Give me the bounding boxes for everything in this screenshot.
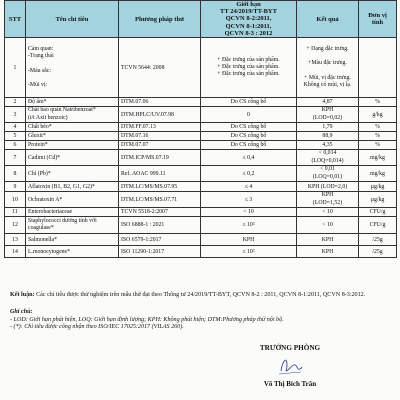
conclusion-text: Các chỉ tiêu được thử nghiệm trên mẫu thử đạt theo Thông tư 24/2019/TT-BYT, QCVN 8-2 : 2011, QCVN 8-1:2011, QCVN 8-3:2012. — [34, 292, 366, 298]
table-row — [5, 217, 397, 234]
cell-name: Cảm quan: -Trạng thái -Màu sắc: -Mùi vị: — [26, 38, 119, 98]
cell-stt: 3 — [5, 107, 26, 123]
cell-method: ISO 6579-1:2017 — [119, 234, 201, 246]
notes — [10, 309, 390, 332]
header-unit: Đơn vị tính — [359, 1, 397, 38]
header-stt: STT — [5, 1, 26, 38]
header-result: Kết quả — [297, 1, 359, 38]
table-row — [5, 107, 397, 123]
cell-result: KPH — [297, 246, 359, 258]
cell-method: Ref. AOAC 999.11 — [119, 166, 201, 182]
cell-stt: 6 — [5, 141, 26, 150]
cell-name: Độ ẩm* — [26, 98, 119, 107]
cell-method: DTM.ICP/MS.07.19 — [119, 150, 201, 166]
cell-unit — [359, 38, 397, 98]
cell-name: Gluxit* — [26, 132, 119, 141]
notes-label: Ghi chú: — [10, 309, 33, 315]
table-row — [5, 246, 397, 258]
cell-name: Protein* — [26, 141, 119, 150]
cell-limit: Do CS công bố — [201, 141, 297, 150]
cell-stt: 9 — [5, 182, 26, 192]
cell-result: 4,87 — [297, 98, 359, 107]
cell-method: DTM.07.16 — [119, 132, 201, 141]
cell-unit: % — [359, 132, 397, 141]
cell-unit: % — [359, 98, 397, 107]
cell-stt: 4 — [5, 123, 26, 132]
cell-stt: 8 — [5, 166, 26, 182]
cell-unit: % — [359, 123, 397, 132]
cell-limit: 0 — [201, 107, 297, 123]
cell-stt: 11 — [5, 208, 26, 217]
cell-method: ISO 6888-1 : 2021 — [119, 217, 201, 234]
table-row — [5, 98, 397, 107]
table-row — [5, 234, 397, 246]
cell-method: DTM.07.06 — [119, 98, 201, 107]
conclusion — [10, 292, 390, 300]
cell-limit: Do CS công bố — [201, 123, 297, 132]
signer-title: TRƯỞNG PHÒNG — [259, 344, 321, 352]
cell-result: KPH (LOD=0,02) — [297, 107, 359, 123]
cell-limit: KPH — [201, 234, 297, 246]
cell-limit: Do CS công bố — [201, 98, 297, 107]
header-name: Tên chỉ tiêu — [26, 1, 119, 38]
cell-result: KPH (LOD=2,0) — [297, 182, 359, 192]
table-row — [5, 150, 397, 166]
cell-name: Enterobacteriaceae — [26, 208, 119, 217]
cell-limit: + Đặc trưng của sản phẩm. + Đặc trưng của sản phẩm. + Đặc trưng của sản phẩm. — [201, 38, 297, 98]
cell-result: 1,79 — [297, 123, 359, 132]
cell-limit: Do CS công bố — [201, 132, 297, 141]
cell-result: + Dạng đặc trưng. +Màu đặc trưng. + Mùi, vị đặc trưng. Không có mùi, vị lạ. — [297, 38, 359, 98]
table-header-row — [5, 1, 397, 38]
cell-limit: ≤ 3 — [201, 192, 297, 208]
cell-method: TCVN 5518-2:2007 — [119, 208, 201, 217]
cell-limit: ≤ 10² — [201, 217, 297, 234]
cell-stt: 14 — [5, 246, 26, 258]
cell-method: DTM.HPLC/UV.07.98 — [119, 107, 201, 123]
cell-name: Chất béo* — [26, 123, 119, 132]
note-1: - LOD: Giới hạn phát hiện, LOQ: Giới hạn định lượng; KPH: Không phát hiện; DTM:Phương pháp thử nội bộ. — [10, 316, 284, 323]
table-row — [5, 208, 397, 217]
cell-method: DTM.07.07 — [119, 141, 201, 150]
table-row — [5, 141, 397, 150]
cell-name: Aflatoxin (B1, B2, G1, G2)* — [26, 182, 119, 192]
cell-stt: 12 — [5, 217, 26, 234]
cell-stt: 7 — [5, 150, 26, 166]
cell-name: Salmonella* — [26, 234, 119, 246]
cell-limit: < 10 — [201, 208, 297, 217]
table-row — [5, 192, 397, 208]
cell-unit: mg/kg — [359, 150, 397, 166]
cell-unit: /25g — [359, 246, 397, 258]
cell-unit: CFU/g — [359, 217, 397, 234]
table-row — [5, 38, 397, 98]
cell-unit: µg/kg — [359, 192, 397, 208]
table-body — [5, 38, 397, 258]
cell-method: DTM.LC/MS/MS.07.71 — [119, 192, 201, 208]
table-row — [5, 166, 397, 182]
header-method: Phương pháp thử — [119, 1, 201, 38]
cell-name: Chì (Pb)* — [26, 166, 119, 182]
cell-stt: 10 — [5, 192, 26, 208]
cell-unit: % — [359, 141, 397, 150]
cell-result: KPH (LOD=1,52) — [297, 192, 359, 208]
cell-limit: ≤ 10² — [201, 246, 297, 258]
cell-limit: ≤ 0,2 — [201, 166, 297, 182]
cell-name: Staphylococci dương tính với coagulase* — [26, 217, 119, 234]
cell-name: L.monocytogene* — [26, 246, 119, 258]
cell-result: < 0,014 (LOQ=0,014) — [297, 150, 359, 166]
signer-name: Võ Thị Bích Trân — [263, 380, 317, 388]
cell-unit: CFU/g — [359, 208, 397, 217]
cell-unit: µg/kg — [359, 182, 397, 192]
cell-stt: 1 — [5, 38, 26, 98]
cell-method: TCVN 5644: 2008 — [119, 38, 201, 98]
cell-unit: g/kg — [359, 107, 397, 123]
cell-limit: ≤ 4 — [201, 182, 297, 192]
cell-unit: /25g — [359, 234, 397, 246]
cell-result: < 10 — [297, 217, 359, 234]
table-row — [5, 123, 397, 132]
cell-result: < 10 — [297, 208, 359, 217]
cell-name: Chất bảo quản Natribenzoat* (t/t Axit benzoic) — [26, 107, 119, 123]
cell-stt: 13 — [5, 234, 26, 246]
cell-method: ISO 11290-1:2017 — [119, 246, 201, 258]
note-2: - (*): Chỉ tiêu được công nhận theo ISO/IEC 17025:2017 (VILAS 260). — [10, 324, 184, 331]
cell-method: DTM.FF.07.13 — [119, 123, 201, 132]
conclusion-label: Kết luận: — [10, 292, 35, 298]
table-row — [5, 132, 397, 141]
cell-result: 4,35 — [297, 141, 359, 150]
cell-stt: 2 — [5, 98, 26, 107]
cell-method: DTM.LC/MS/MS.07.95 — [119, 182, 201, 192]
cell-result: KPH — [297, 234, 359, 246]
cell-unit: mg/kg — [359, 166, 397, 182]
table-row — [5, 182, 397, 192]
cell-name: Ochratoxin A* — [26, 192, 119, 208]
cell-limit: ≤ 0,4 — [201, 150, 297, 166]
signature-mark — [275, 355, 305, 377]
header-limit: Giới hạn TT 24/2019/TT-BYT QCVN 8-2:2011, QCVN 8-1:2011, QCVN 8-3 : 2012 — [201, 1, 297, 38]
cell-result: < 0,01 (LOQ=0,01) — [297, 166, 359, 182]
cell-stt: 5 — [5, 132, 26, 141]
results-table — [4, 0, 397, 258]
cell-result: 88,9 — [297, 132, 359, 141]
cell-name: Cadimi (Cd)* — [26, 150, 119, 166]
